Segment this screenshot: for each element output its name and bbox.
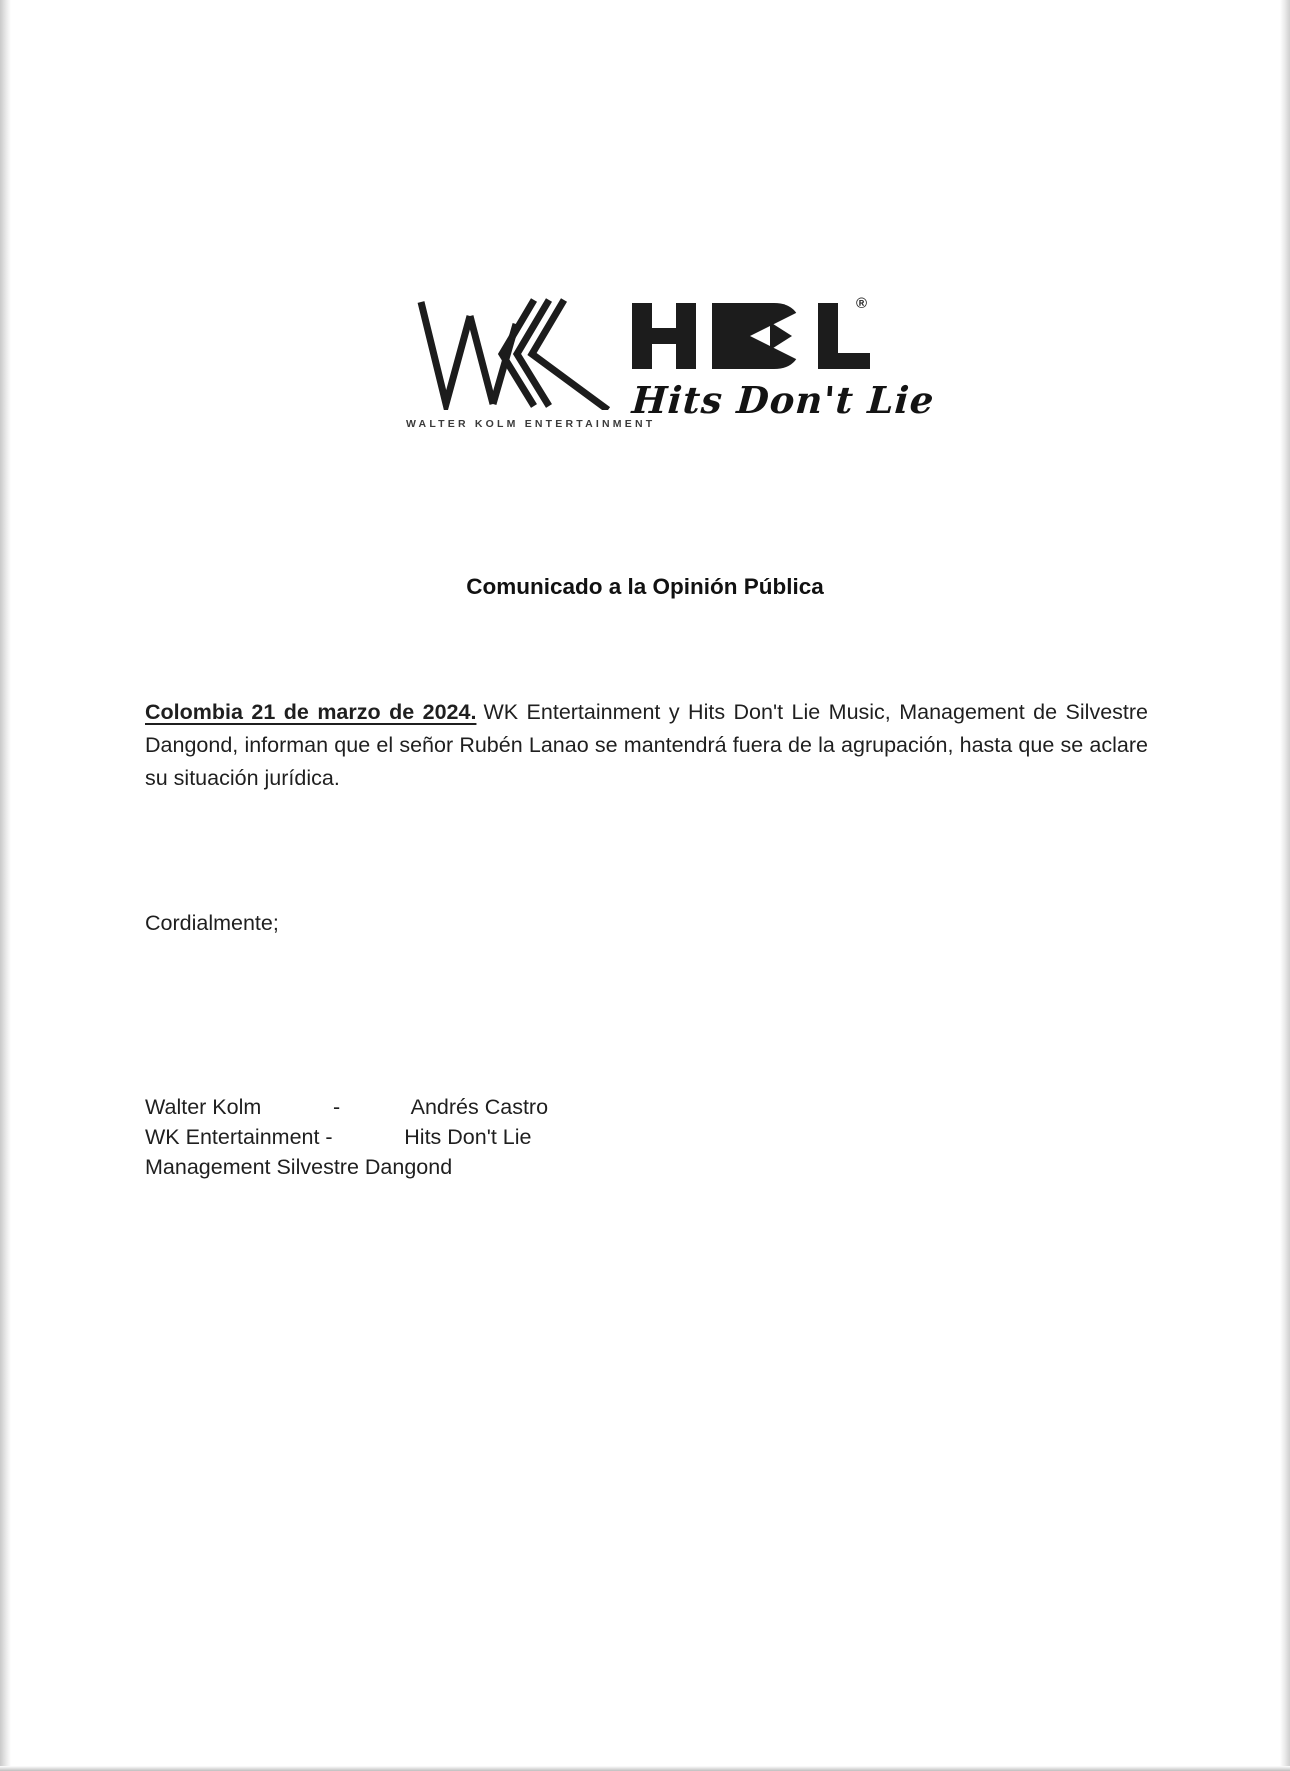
registered-trademark-symbol: ® [856, 295, 868, 312]
signature-companies: WK Entertainment - Hits Don't Lie [145, 1125, 532, 1149]
scan-edge-right [1280, 0, 1290, 1771]
scan-edge-left [0, 0, 11, 1771]
closing-salutation: Cordialmente; [145, 911, 279, 935]
wk-logo-caption: WALTER KOLM ENTERTAINMENT [406, 418, 656, 430]
document-title: Comunicado a la Opinión Pública [466, 574, 824, 599]
hdl-letters-icon [632, 303, 872, 369]
body-paragraph [145, 696, 1148, 795]
signature-names: Walter Kolm - Andrés Castro [145, 1095, 549, 1119]
hdl-logo [630, 295, 936, 422]
signature-role: Management Silvestre Dangond [145, 1155, 453, 1179]
wk-monogram-icon [412, 298, 612, 410]
signature-block [145, 1092, 1148, 1182]
dateline: Colombia 21 de marzo de 2024. [145, 700, 477, 724]
wk-entertainment-logo [406, 298, 656, 430]
paragraph-text: WK Entertainment y Hits Don't Lie Music, Management de Silvestre Dangond, informan que el señor Rubén Lanao se mantendrá fuera de la agrupación, hasta que se aclare su situación jurídica. [145, 700, 1148, 790]
hdl-tagline: Hits Don't Lie [630, 378, 936, 422]
logo-row [0, 0, 1290, 430]
scan-edge-bottom [0, 1766, 1290, 1771]
